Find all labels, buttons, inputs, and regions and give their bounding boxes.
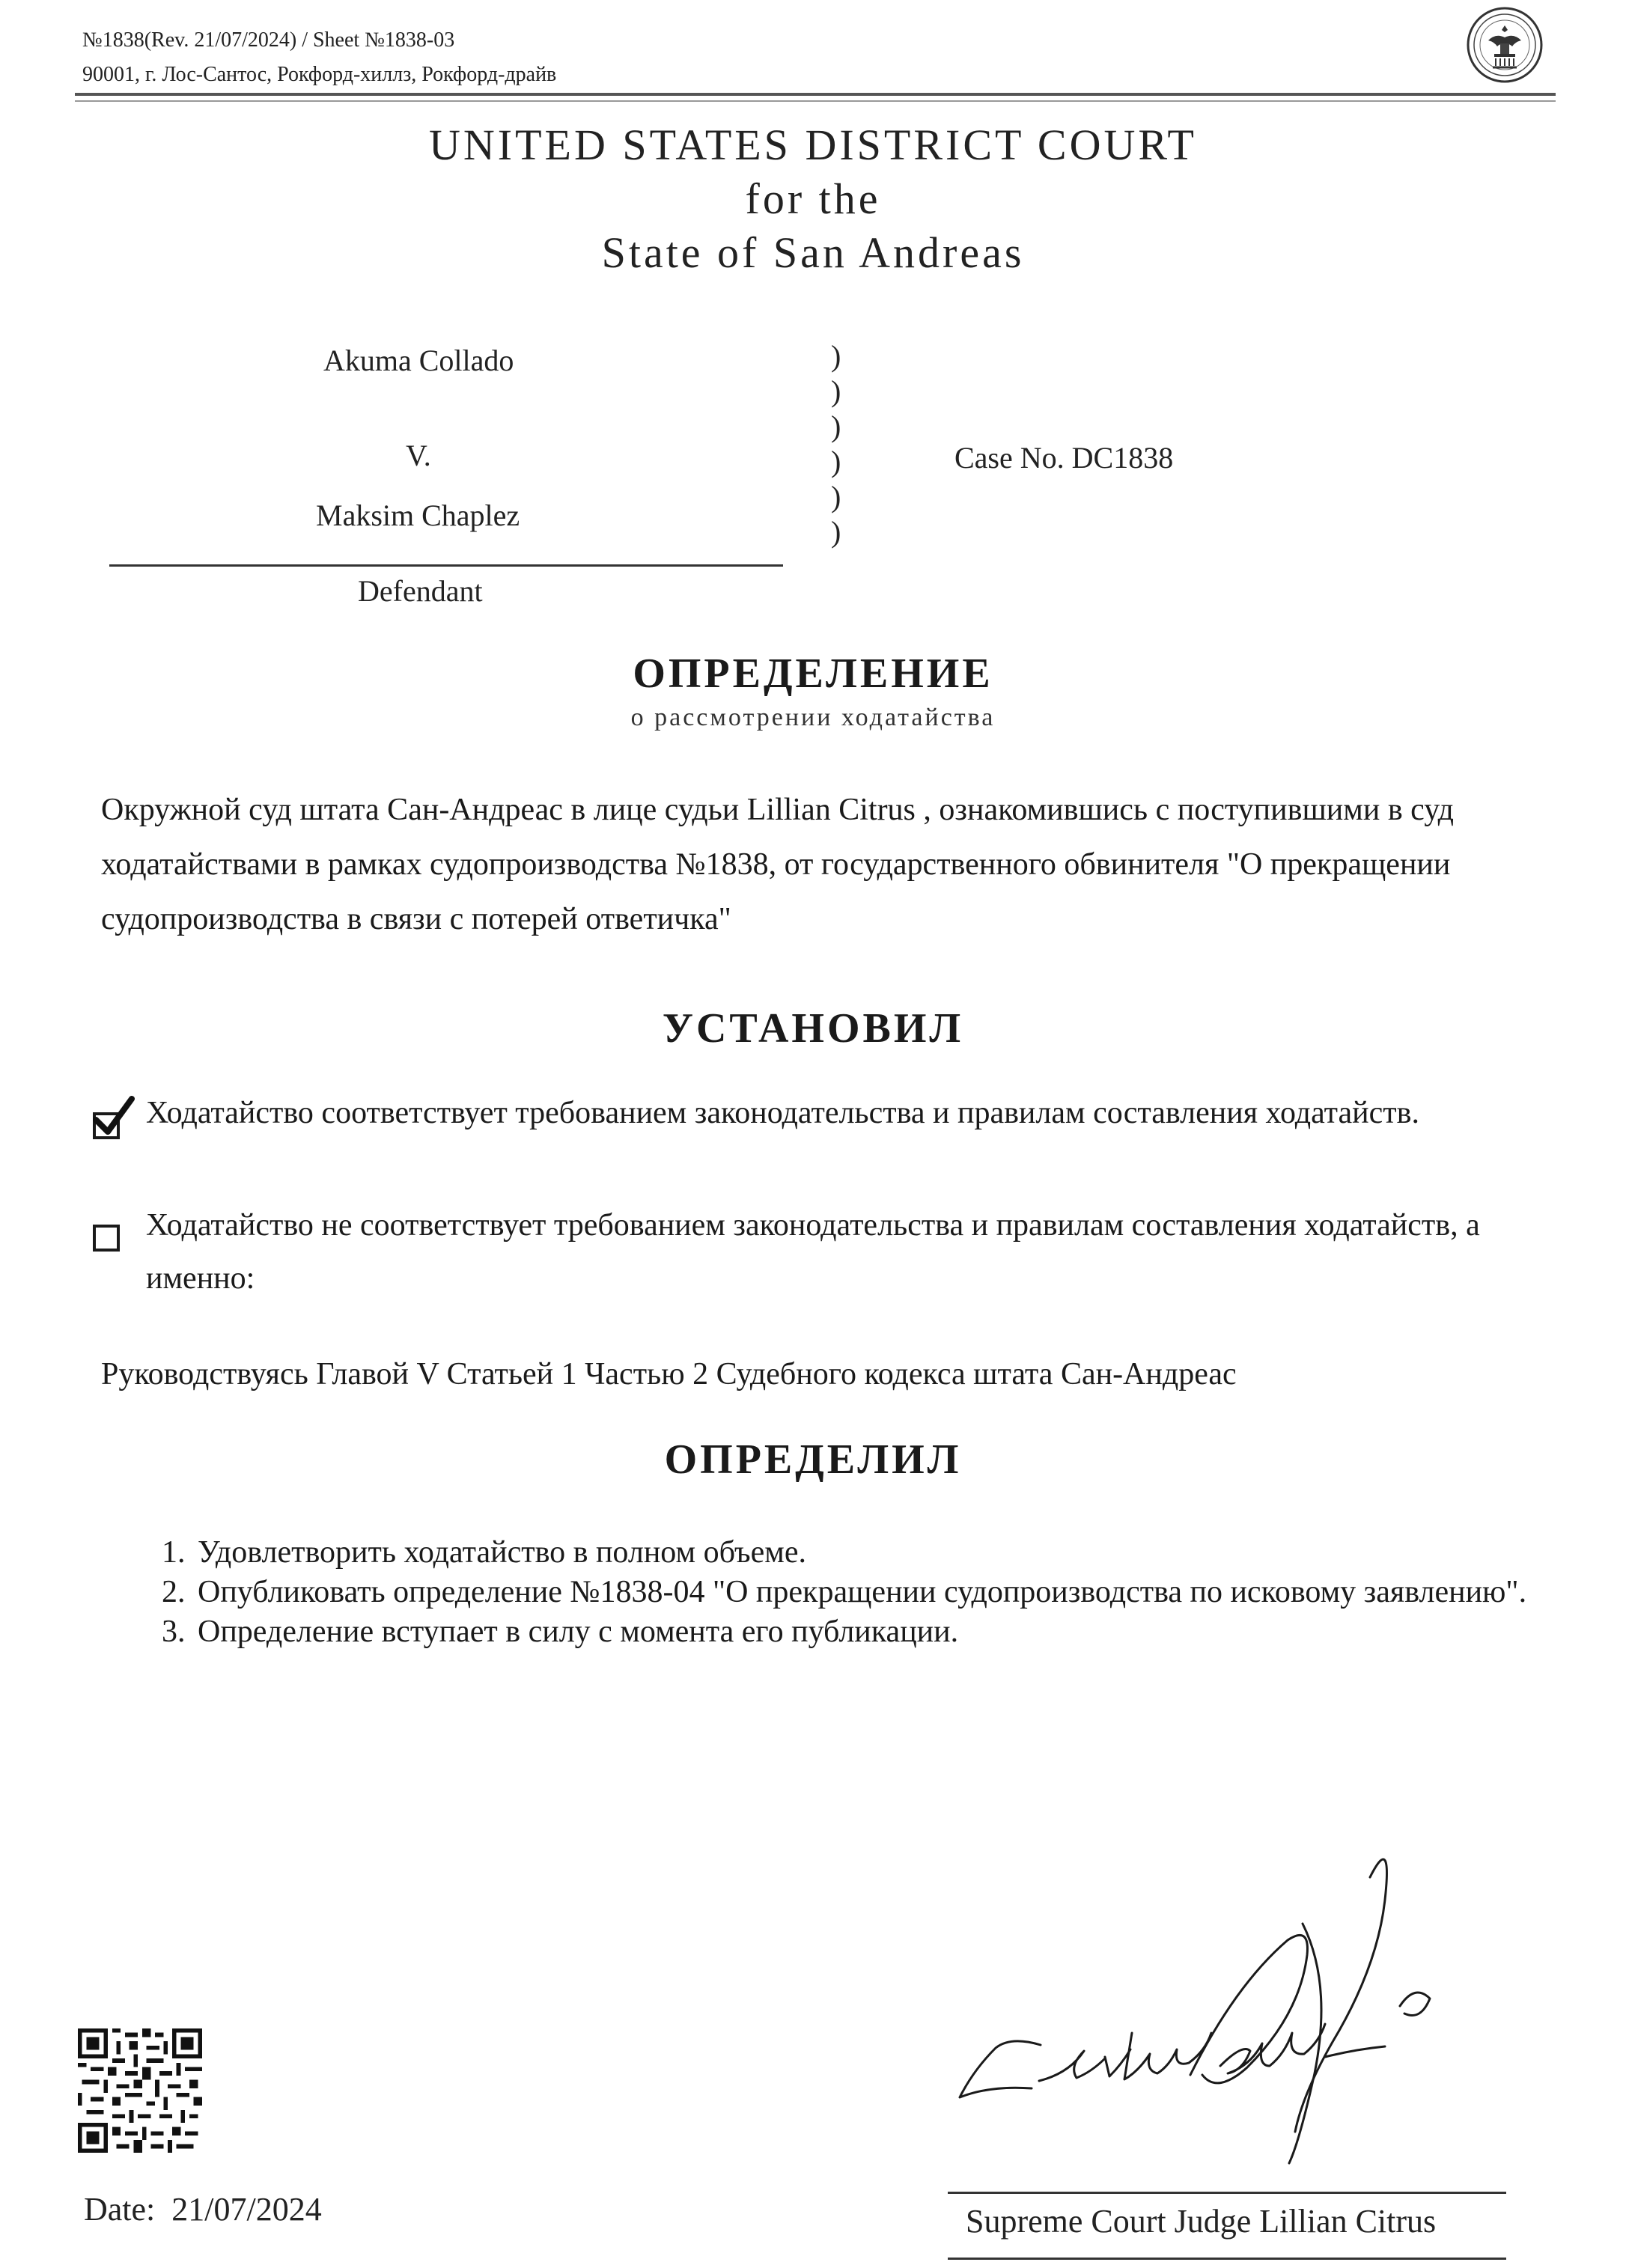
decision-item: 3. Определение вступает в силу с момента его публикации.: [193, 1612, 1586, 1652]
qr-code-icon: [78, 2028, 202, 2153]
signer-rule: [948, 2258, 1506, 2260]
court-seal-icon: [1466, 6, 1544, 84]
document-subtitle: о рассмотрении ходатайства: [630, 704, 996, 731]
plaintiff-name: Akuma Collado: [323, 344, 514, 377]
date-row: [84, 2190, 322, 2228]
date-value: 21/07/2024: [171, 2191, 322, 2228]
option-not-complies-text: Ходатайство не соответствует требованием законодательства и правилам составления ходатайств, а именно:: [146, 1208, 1480, 1296]
decision-item: 1. Удовлетворить ходатайство в полном объеме.: [193, 1533, 1586, 1573]
header-rule-thin: [75, 100, 1556, 102]
intro-paragraph: Окружной суд штата Сан-Андреас в лице судьи Lillian Citrus , ознакомившись с поступившими в суд ходатайствами в рамках судопроизводства №1838, от государственного обвинителя "О прекращении судопроизводства в связи с потерей ответичка": [101, 793, 1454, 936]
defendant-name: Maksim Chaplez: [316, 499, 520, 532]
decided-heading: ОПРЕДЕЛИЛ: [664, 1436, 962, 1483]
court-address: 90001, г. Лос-Сантос, Рокфорд-хиллз, Рокфорд-драйв: [82, 63, 557, 86]
header-rule: [75, 93, 1556, 96]
judge-signature: [951, 1841, 1520, 2201]
decision-item: 2. Опубликовать определение №1838-04 "О прекращении судопроизводства по исковому заявлению".: [193, 1573, 1586, 1612]
bracket-line: ): [831, 409, 841, 443]
guided-by-paragraph: Руководствуясь Главой V Статьей 1 Частью 2 Судебного кодекса штата Сан-Андреас: [101, 1357, 1237, 1391]
versus-label: V.: [406, 439, 431, 472]
document-number: №1838(Rev. 21/07/2024) / Sheet №1838-03: [82, 28, 455, 52]
bracket-line: ): [831, 515, 841, 549]
court-name-line1: UNITED STATES DISTRICT COURT: [429, 121, 1197, 169]
caption-rule: [109, 564, 783, 567]
defendant-label: Defendant: [358, 574, 483, 608]
option-complies-text: Ходатайство соответствует требованием законодательства и правилам составления ходатайств.: [146, 1096, 1419, 1130]
document-title: ОПРЕДЕЛЕНИЕ: [633, 650, 993, 697]
bracket-line: ): [831, 480, 841, 513]
caption-bracket: [831, 338, 841, 549]
case-number: Case No. DC1838: [954, 441, 1174, 475]
signature-rule: [948, 2192, 1506, 2194]
signer-name: Supreme Court Judge Lillian Citrus: [966, 2203, 1437, 2240]
checkmark-icon: [88, 1094, 138, 1142]
court-name-line2: for the: [745, 174, 881, 223]
bracket-line: ): [831, 374, 841, 408]
decision-list: [150, 1533, 1586, 1652]
bracket-line: ): [831, 445, 841, 478]
bracket-line: ): [831, 339, 841, 373]
court-name-line3: State of San Andreas: [601, 228, 1025, 277]
date-label: Date:: [84, 2191, 156, 2228]
established-heading: УСТАНОВИЛ: [662, 1005, 964, 1052]
checkbox-not-complies: [93, 1225, 120, 1252]
